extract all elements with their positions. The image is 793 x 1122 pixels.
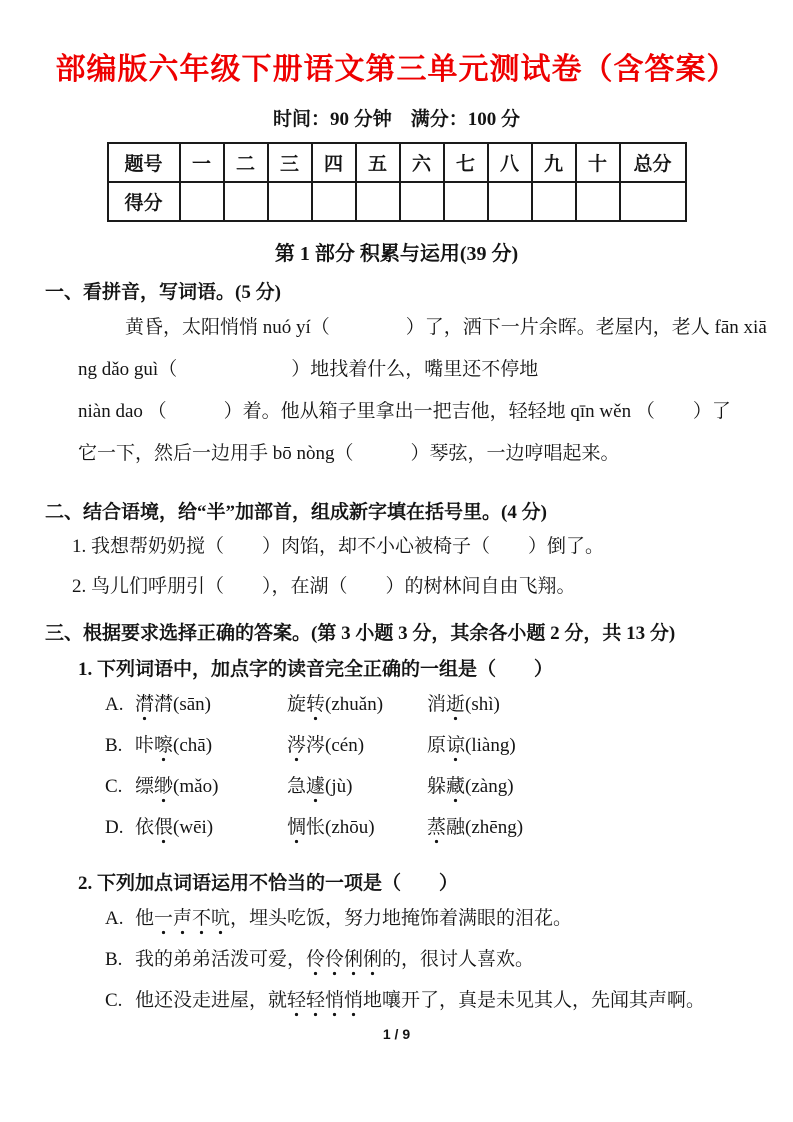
score-table-header-row [108, 143, 686, 182]
q1-option-a [105, 684, 793, 725]
pinyin: (mǎo) [173, 776, 219, 797]
word-item [427, 766, 514, 807]
section3-heading: 三、根据要求选择正确的答案。(第 3 小题 3 分，其余各小题 2 分，共 13 分) [45, 623, 676, 644]
word-pre: 原 [427, 735, 447, 756]
q1-option-b [105, 725, 793, 766]
pinyin: (jù) [325, 776, 353, 797]
paragraph-line: niàn dao （ ）着。他从箱子里拿出一把吉他，轻轻地 qīn wěn （ ）了 [78, 401, 731, 422]
score-cell-empty [268, 182, 312, 221]
score-cell-empty [400, 182, 444, 221]
word-pre: 旋 [287, 694, 307, 715]
word-item [287, 766, 427, 807]
q2-option-c [105, 980, 793, 1021]
word-item [427, 807, 523, 848]
q2-stem: 2. 下列加点词语运用不恰当的一项是（ ） [78, 873, 459, 894]
word-pre: 缥 [135, 776, 155, 797]
paragraph-line: ng dǎo guì（ ）地找着什么，嘴里还不停地 [78, 359, 539, 380]
pinyin: (zhōu) [325, 817, 375, 838]
dotted-phrase: 一声不吭 [154, 908, 230, 935]
score-table [107, 142, 687, 222]
word-item [427, 684, 500, 725]
score-table-header-cell: 七 [444, 143, 488, 182]
dotted-phrase: 轻轻悄悄 [287, 990, 363, 1017]
option-label: C. [105, 776, 123, 797]
dotted-char: 遽 [306, 776, 325, 803]
page-number: 1 / 9 [382, 1026, 411, 1042]
time-score-meta: 时间：90 分钟 满分：100 分 [272, 109, 520, 130]
word-item [287, 807, 427, 848]
sentence-pre: 他 [135, 908, 155, 929]
option-label: C. [105, 990, 123, 1011]
dotted-char: 潸 [135, 694, 154, 721]
pinyin: (wēi) [173, 817, 214, 838]
score-cell-empty [488, 182, 532, 221]
word-pre: 依 [135, 817, 155, 838]
word-item [135, 807, 287, 848]
dotted-char: 嚓 [154, 735, 173, 762]
sentence-pre: 我的弟弟活泼可爱， [135, 949, 307, 970]
sentence-post: 地嚷开了，真是未见其人，先闻其声啊。 [363, 990, 706, 1011]
dotted-char: 缈 [154, 776, 173, 803]
word-item [135, 766, 287, 807]
score-table-header-cell: 一 [180, 143, 224, 182]
score-table-header-cell: 三 [268, 143, 312, 182]
paragraph-line: 它一下，然后一边用手 bō nòng（ ）琴弦，一边哼唱起来。 [78, 443, 620, 464]
word-post: 融 [446, 817, 466, 838]
word-item [427, 725, 516, 766]
q2-option-b [105, 939, 793, 980]
word-post: 涔 [306, 735, 326, 756]
option-label: D. [105, 817, 124, 838]
word-pre: 躲 [427, 776, 447, 797]
pinyin: (zàng) [465, 776, 514, 797]
section1-heading: 一、看拼音，写词语。(5 分) [45, 282, 281, 303]
word-item [287, 725, 427, 766]
option-label: B. [105, 735, 123, 756]
dotted-char: 蒸 [427, 817, 446, 844]
pinyin: (cén) [325, 735, 365, 756]
option-label: A. [105, 694, 124, 715]
score-cell-empty [620, 182, 686, 221]
score-table-score-row [108, 182, 686, 221]
section2-item-2: 2. 鸟儿们呼朋引（ ），在湖（ ）的树林间自由飞翔。 [72, 576, 576, 597]
dotted-char: 谅 [446, 735, 465, 762]
score-table-header-cell: 总分 [620, 143, 686, 182]
score-table-header-cell: 八 [488, 143, 532, 182]
score-table-header-cell: 二 [224, 143, 268, 182]
q2-option-a [105, 898, 793, 939]
dotted-char: 藏 [446, 776, 465, 803]
word-item [135, 725, 287, 766]
option-label: B. [105, 949, 123, 970]
dotted-char: 偎 [154, 817, 173, 844]
pinyin: (liàng) [465, 735, 516, 756]
sentence-pre: 他还没走进屋，就 [135, 990, 288, 1011]
q1-option-c [105, 766, 793, 807]
score-cell-empty [224, 182, 268, 221]
score-table-header-cell: 五 [356, 143, 400, 182]
dotted-phrase: 伶伶俐俐 [306, 949, 382, 976]
section2-item-1: 1. 我想帮奶奶搅（ ）肉馅，却不小心被椅子（ ）倒了。 [72, 536, 605, 557]
score-cell-empty [576, 182, 620, 221]
dotted-char: 逝 [446, 694, 465, 721]
score-cell-empty [312, 182, 356, 221]
score-cell-empty [356, 182, 400, 221]
dotted-char: 转 [306, 694, 325, 721]
page-title: 部编版六年级下册语文第三单元测试卷（含答案） [55, 53, 738, 86]
score-table-header-cell: 题号 [108, 143, 180, 182]
word-item [287, 684, 427, 725]
word-pre: 咔 [135, 735, 155, 756]
pinyin: (zhēng) [465, 817, 524, 838]
score-table-header-cell: 四 [312, 143, 356, 182]
section2-heading: 二、结合语境，给“半”加部首，组成新字填在括号里。(4 分) [45, 502, 547, 523]
score-table-header-cell: 十 [576, 143, 620, 182]
sentence-post: ，埋头吃饭，努力地掩饰着满眼的泪花。 [230, 908, 573, 929]
score-table-header-cell: 六 [400, 143, 444, 182]
word-post: 潸 [154, 694, 174, 715]
pinyin: (chā) [173, 735, 213, 756]
paragraph-line: 黄昏，太阳悄悄 nuó yí（ ）了，洒下一片余晖。老屋内，老人 fān xiā [125, 317, 767, 338]
pinyin: (zhuǎn) [325, 694, 384, 715]
word-pre: 急 [287, 776, 307, 797]
dotted-char: 涔 [287, 735, 306, 762]
option-label: A. [105, 908, 124, 929]
q1-stem: 1. 下列词语中，加点字的读音完全正确的一组是（ ） [78, 659, 554, 680]
pinyin: (sān) [173, 694, 212, 715]
score-cell-empty [444, 182, 488, 221]
pinyin: (shì) [465, 694, 500, 715]
score-cell-empty [532, 182, 576, 221]
word-pre: 消 [427, 694, 447, 715]
score-cell-empty [180, 182, 224, 221]
section1-pinyin-paragraph [78, 307, 767, 475]
dotted-char: 惆 [287, 817, 306, 844]
part1-heading: 第 1 部分 积累与运用(39 分) [274, 243, 519, 265]
sentence-post: 的，很讨人喜欢。 [382, 949, 535, 970]
score-table-header-cell: 九 [532, 143, 576, 182]
word-post: 怅 [306, 817, 326, 838]
score-row-label: 得分 [108, 182, 180, 221]
q1-option-d [105, 807, 793, 848]
word-item [135, 684, 287, 725]
